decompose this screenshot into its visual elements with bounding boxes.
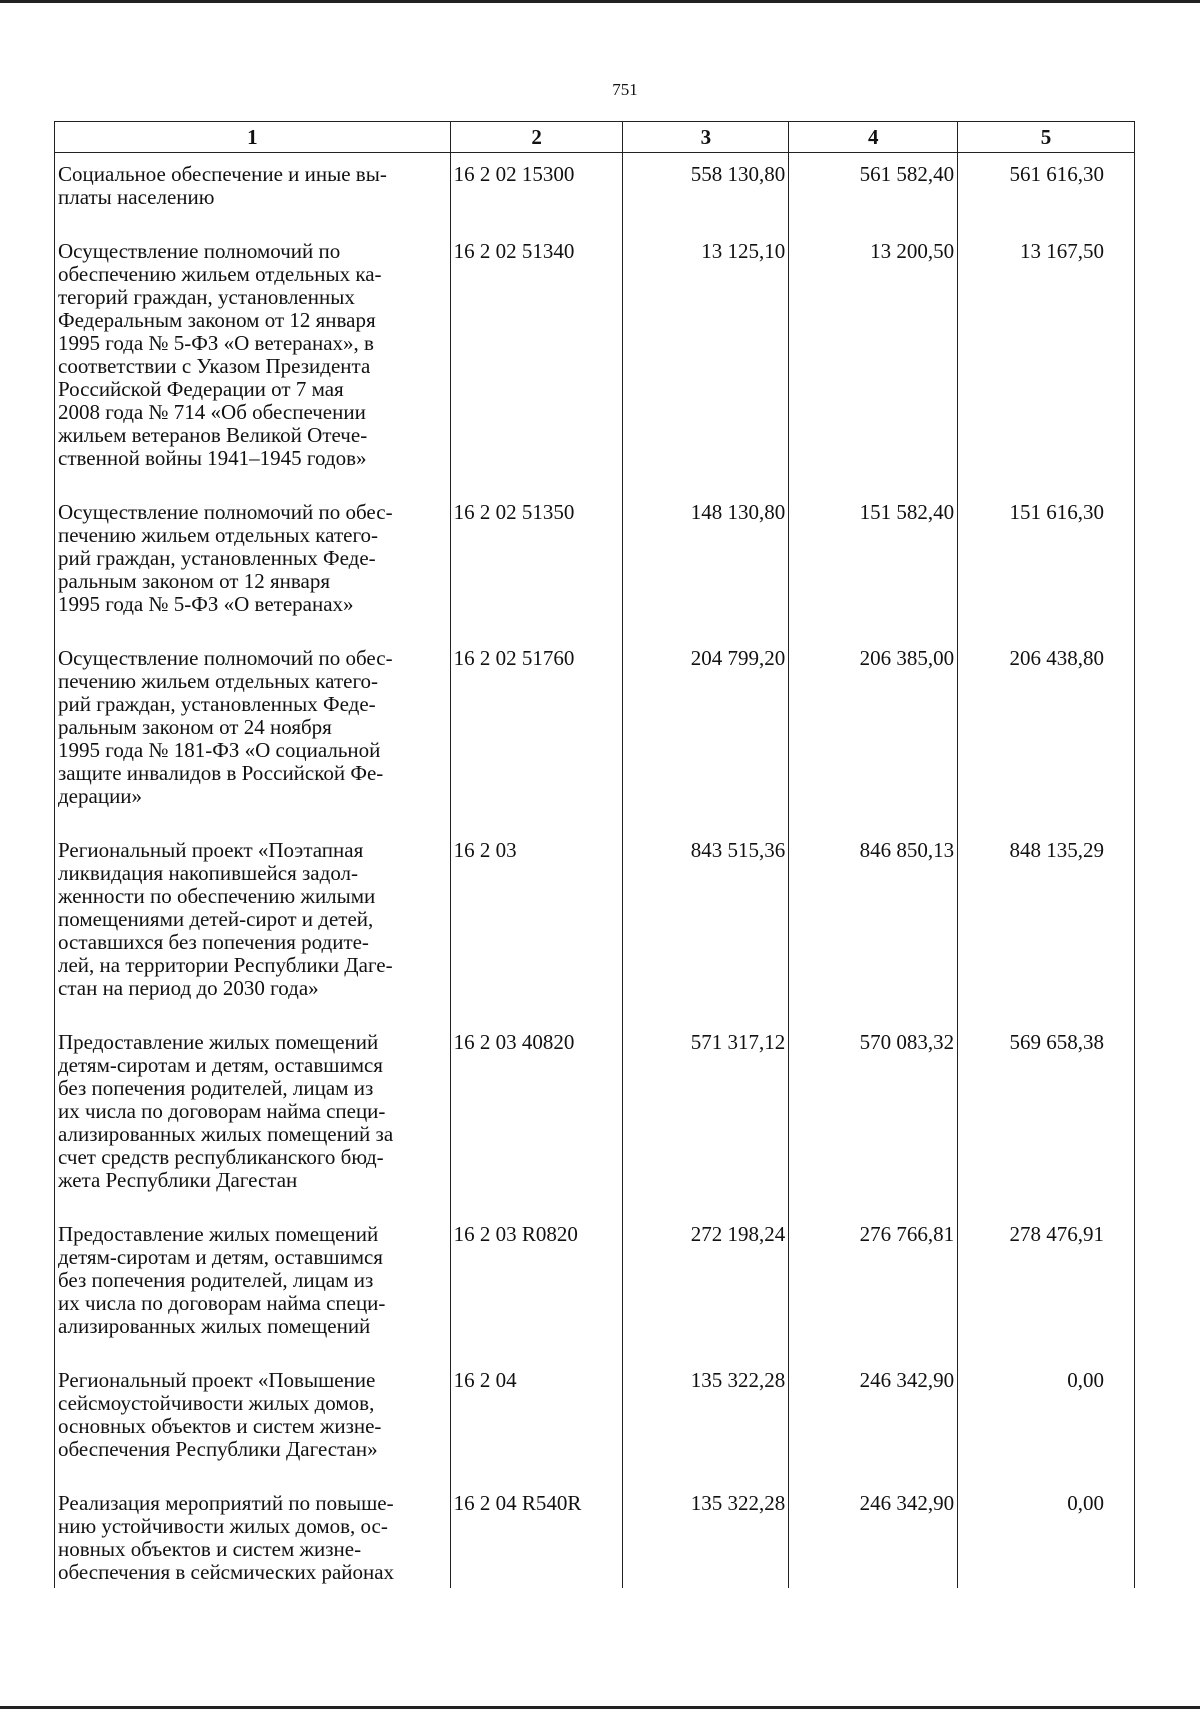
item-name-text: Реализация мероприятий по повыше- нию устойчивости жилых домов, ос- новных объектов и систем жизне- обеспечения в сейсмических районах — [58, 1491, 395, 1584]
table-row — [55, 1483, 1135, 1588]
value-col3: 204 799,20 — [623, 638, 789, 830]
item-code: 16 2 04 R540R — [450, 1483, 623, 1588]
table-row — [55, 1214, 1135, 1360]
item-code: 16 2 04 — [450, 1360, 623, 1483]
item-name-text: Осуществление полномочий по обес- печению жильем отдельных катего- рий граждан, установленных Феде- ральным законом от 12 января 1995 года № 5-ФЗ «О ветеранах» — [58, 500, 393, 616]
item-name — [55, 231, 451, 492]
value-col3: 135 322,28 — [623, 1360, 789, 1483]
item-name — [55, 830, 451, 1022]
value-col5: 569 658,38 — [958, 1022, 1135, 1214]
value-col4: 570 083,32 — [789, 1022, 958, 1214]
table-row — [55, 153, 1135, 232]
bottom-border-line — [0, 1706, 1200, 1709]
item-name — [55, 1022, 451, 1214]
table-row — [55, 231, 1135, 492]
item-name-text: Осуществление полномочий по обеспечению жильем отдельных ка- тегорий граждан, установленных Федеральным законом от 12 января 1995 года № 5-ФЗ «О ветеранах», в соответствии с Указом Президента Российской Федерации от 7 мая 2008 года № 714 «Об обеспечении жильем ветеранов Великой Отече- ственной войны 1941–1945 годов» — [58, 239, 382, 470]
item-name — [55, 1214, 451, 1360]
item-code: 16 2 03 40820 — [450, 1022, 623, 1214]
value-col4: 151 582,40 — [789, 492, 958, 638]
value-col5: 206 438,80 — [958, 638, 1135, 830]
item-code: 16 2 02 51760 — [450, 638, 623, 830]
value-col5: 848 135,29 — [958, 830, 1135, 1022]
item-name-text: Предоставление жилых помещений детям-сиротам и детям, оставшимся без попечения родителей, лицам из их числа по договорам найма специ- ализированных жилых помещений за счет средств республиканского бюд- жета Республики Дагестан — [58, 1030, 394, 1192]
item-name-text: Региональный проект «Повышение сейсмоустойчивости жилых домов, основных объектов и систем жизне- обеспечения Республики Дагестан» — [58, 1368, 382, 1461]
value-col3: 558 130,80 — [623, 153, 789, 232]
value-col3: 571 317,12 — [623, 1022, 789, 1214]
value-col3: 13 125,10 — [623, 231, 789, 492]
value-col4: 206 385,00 — [789, 638, 958, 830]
value-col5: 13 167,50 — [958, 231, 1135, 492]
item-code: 16 2 03 R0820 — [450, 1214, 623, 1360]
header-row — [55, 122, 1135, 153]
item-code: 16 2 03 — [450, 830, 623, 1022]
value-col5: 0,00 — [958, 1483, 1135, 1588]
column-header: 3 — [623, 122, 789, 153]
table-row — [55, 638, 1135, 830]
item-name — [55, 638, 451, 830]
table-row — [55, 1360, 1135, 1483]
value-col3: 148 130,80 — [623, 492, 789, 638]
table-row — [55, 1022, 1135, 1214]
item-name — [55, 1360, 451, 1483]
value-col4: 13 200,50 — [789, 231, 958, 492]
item-code: 16 2 02 51340 — [450, 231, 623, 492]
column-header: 1 — [55, 122, 451, 153]
value-col4: 246 342,90 — [789, 1360, 958, 1483]
item-code: 16 2 02 15300 — [450, 153, 623, 232]
column-header: 2 — [450, 122, 623, 153]
column-header: 5 — [958, 122, 1135, 153]
value-col5: 151 616,30 — [958, 492, 1135, 638]
budget-table — [54, 121, 1135, 1588]
value-col4: 276 766,81 — [789, 1214, 958, 1360]
item-code: 16 2 02 51350 — [450, 492, 623, 638]
value-col3: 843 515,36 — [623, 830, 789, 1022]
page-number: 751 — [612, 80, 638, 99]
item-name — [55, 1483, 451, 1588]
value-col3: 135 322,28 — [623, 1483, 789, 1588]
value-col3: 272 198,24 — [623, 1214, 789, 1360]
top-border-line — [0, 0, 1200, 3]
value-col5: 561 616,30 — [958, 153, 1135, 232]
table-row — [55, 830, 1135, 1022]
item-name-text: Социальное обеспечение и иные вы- платы населению — [58, 162, 387, 209]
item-name-text: Предоставление жилых помещений детям-сиротам и детям, оставшимся без попечения родителей, лицам из их числа по договорам найма специ- ализированных жилых помещений — [58, 1222, 386, 1338]
column-header: 4 — [789, 122, 958, 153]
item-name-text: Региональный проект «Поэтапная ликвидация накопившейся задол- женности по обеспечению жилыми помещениями детей-сирот и детей, оставшихся без попечения родите- лей, на территории Республики Даге- стан на период до 2030 года» — [58, 838, 393, 1000]
item-name — [55, 492, 451, 638]
value-col4: 846 850,13 — [789, 830, 958, 1022]
item-name-text: Осуществление полномочий по обес- печению жильем отдельных катего- рий граждан, установленных Феде- ральным законом от 24 ноября 1995 года № 181-ФЗ «О социальной защите инвалидов в Российской Фе- дерации» — [58, 646, 393, 808]
table-row — [55, 492, 1135, 638]
value-col4: 246 342,90 — [789, 1483, 958, 1588]
value-col5: 0,00 — [958, 1360, 1135, 1483]
item-name — [55, 153, 451, 232]
value-col4: 561 582,40 — [789, 153, 958, 232]
value-col5: 278 476,91 — [958, 1214, 1135, 1360]
